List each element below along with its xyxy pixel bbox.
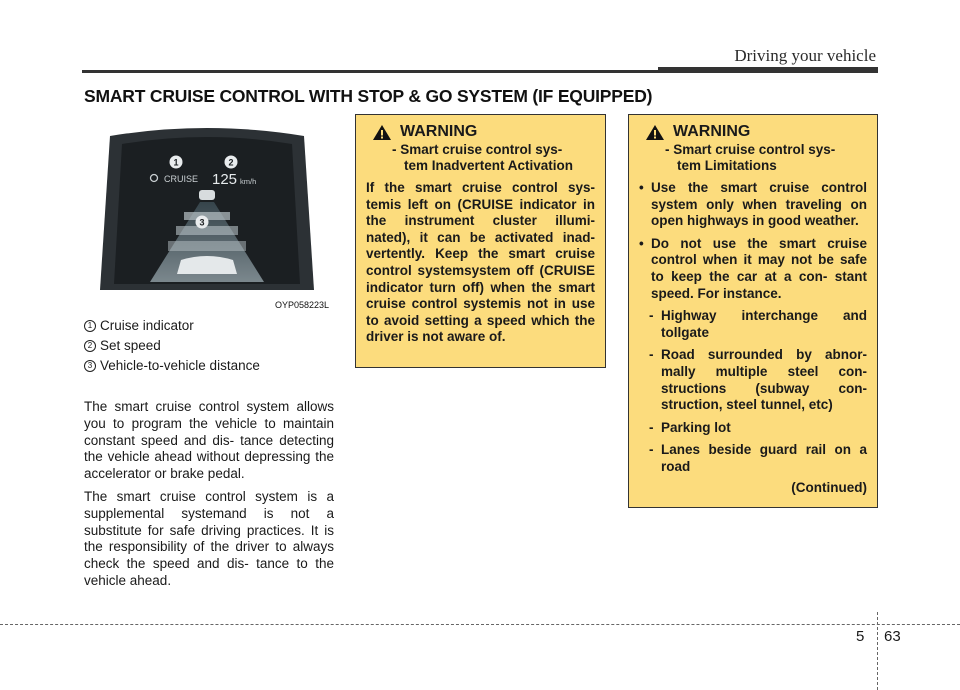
warning-text: If the smart cruise control sys- temis left on (CRUISE indicator in the instrument cluster illumi- nated), it can be activated inad- vertently. Keep the smart cruise control systemsystem off (CRUISE indicator turn off) when the smart cruise control systemis not in use to avoid setting a speed which the driver is not aware of. <box>366 180 595 345</box>
legend-item <box>84 356 334 376</box>
legend-text: Vehicle-to-vehicle distance <box>100 358 260 373</box>
warning-subtitle-line: - Smart cruise control sys- <box>392 142 563 157</box>
warning-heading <box>645 123 867 141</box>
figure-legend <box>84 316 334 376</box>
continued-label: (Continued) <box>791 479 867 495</box>
dash-text: Road surrounded by abnor- mally multiple steel con- structions (subway con- struction, steel tunnel, etc) <box>661 347 867 413</box>
chapter-number: 5 <box>856 628 865 645</box>
svg-text:3: 3 <box>199 217 205 228</box>
cluster-figure <box>82 114 333 312</box>
warning-bullet <box>639 180 867 230</box>
body-paragraph: The smart cruise control system allows you to program the vehicle to maintain constant speed and dis- tance detecting the vehicle ahead without depressing the accelerator or brake pedal. <box>84 399 334 482</box>
bullet-text: Do not use the smart cruise control when it may not be safe to keep the car at a con- stant speed. For instance. <box>651 235 867 301</box>
warning-dash-item <box>649 308 867 341</box>
warning-heading-text: WARNING <box>400 123 478 140</box>
cruise-label: CRUISE <box>164 174 199 184</box>
legend-item <box>84 316 334 336</box>
footer-rule <box>0 624 960 625</box>
legend-text: Set speed <box>100 338 161 353</box>
warning-box-limitations <box>628 114 878 508</box>
legend-number: 1 <box>84 320 96 332</box>
warning-subtitle-line: - Smart cruise control sys- <box>665 142 836 157</box>
svg-text:1: 1 <box>173 157 179 168</box>
page-number: 63 <box>884 628 901 645</box>
bullet-text: Use the smart cruise control system only when traveling on open highways in good weather. <box>651 180 867 229</box>
body-paragraph: The smart cruise control system is a supplemental systemand is not a substitute for safe driving practices. It is the responsibility of the driver to always check the speed and dis- tance to the vehicle ahead. <box>84 488 334 588</box>
running-header: Driving your vehicle <box>734 46 876 65</box>
marker-1 <box>170 156 183 169</box>
dash-mark: - <box>649 347 654 363</box>
warning-bullet <box>639 236 867 302</box>
warning-heading <box>372 123 595 141</box>
dash-text: Highway interchange and tollgate <box>661 308 867 340</box>
speed-unit: km/h <box>240 177 257 186</box>
dash-text: Lanes beside guard rail on a road <box>661 442 867 474</box>
dash-mark: - <box>649 308 654 324</box>
warning-subtitle <box>639 142 867 174</box>
warning-dash-item <box>649 420 867 437</box>
warning-heading-text: WARNING <box>673 123 751 140</box>
marker-3 <box>196 216 209 229</box>
warning-subtitle-line: tem Inadvertent Activation <box>404 158 574 173</box>
body-text <box>84 399 334 596</box>
legend-number: 2 <box>84 340 96 352</box>
warning-triangle-icon <box>645 124 665 141</box>
section-title: SMART CRUISE CONTROL WITH STOP & GO SYSTEM (IF EQUIPPED) <box>84 86 653 106</box>
marker-2 <box>225 156 238 169</box>
warning-subtitle-line: tem Limitations <box>677 158 777 173</box>
bullet-dot: • <box>639 235 644 251</box>
distance-bar <box>168 241 246 251</box>
dash-mark: - <box>649 442 654 458</box>
header-rule-accent <box>658 67 878 73</box>
figure-code: OYP058223L <box>274 300 329 310</box>
legend-item <box>84 336 334 356</box>
bullet-dot: • <box>639 180 644 195</box>
distance-bar <box>176 226 238 235</box>
footer-divider <box>877 612 878 690</box>
set-speed-value: 125 <box>212 171 238 188</box>
legend-number: 3 <box>84 360 96 372</box>
lead-car-icon <box>199 190 215 200</box>
warning-triangle-icon <box>372 124 392 141</box>
own-car-icon <box>177 256 237 274</box>
cluster-illustration <box>82 114 333 312</box>
warning-dash-item <box>649 442 867 475</box>
warning-box-activation <box>355 114 606 368</box>
svg-text:2: 2 <box>228 157 234 168</box>
warning-subtitle <box>366 142 595 174</box>
dash-text: Parking lot <box>661 419 731 435</box>
dash-mark: - <box>649 419 654 435</box>
warning-dash-item <box>649 347 867 413</box>
legend-text: Cruise indicator <box>100 318 194 333</box>
